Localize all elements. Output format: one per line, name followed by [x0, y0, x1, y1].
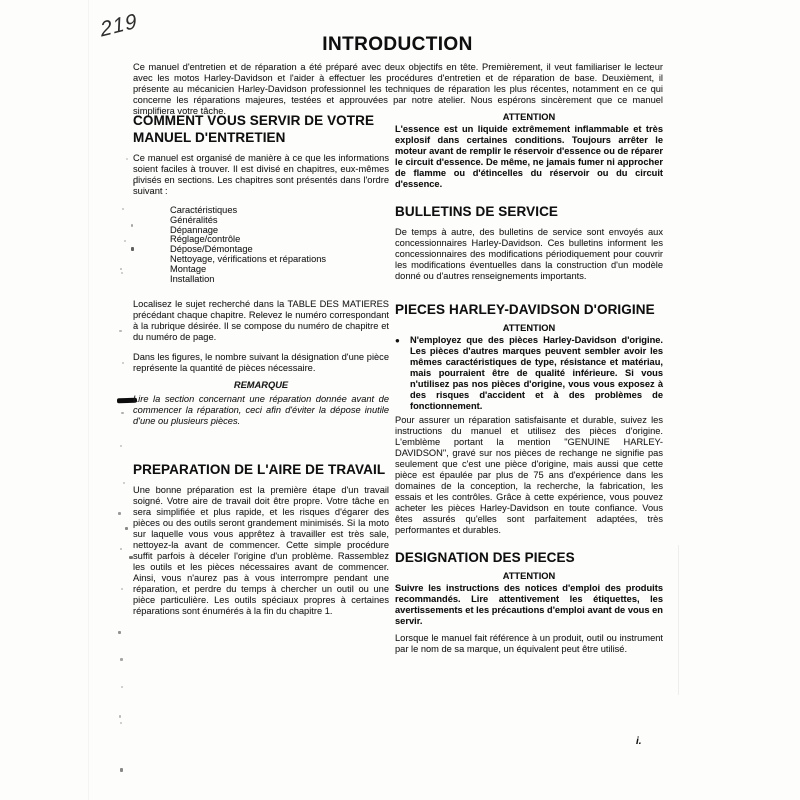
chapter-list-item: Caractéristiques: [170, 205, 238, 215]
bulletins-text: De temps à autre, des bulletins de service sont envoyés aux concessionnaires Harley-Davidson. Ces bulletins informent les concessionnaires des modifications périodiquement pour couvrir les modifications éventuelles dans la construction d'un modèle donné ou d'autres renseignements importants.: [395, 227, 663, 281]
usage-paragraph-1: Ce manuel est organisé de manière à ce que les informations soient faciles à trouver. Il est divisé en chapitres, eux-mêmes divisés en sections. Les chapitres sont présentés dans l'ordre suivant :: [133, 153, 389, 196]
spacer: [395, 291, 663, 301]
handwritten-number: 219: [98, 9, 140, 42]
scan-speck: [125, 527, 128, 530]
scan-speck: [121, 588, 123, 590]
scan-speck: [122, 208, 124, 210]
chapter-list-item: Montage: [170, 263, 207, 274]
scan-speck: [122, 362, 124, 364]
chapter-list-item: Installation: [170, 273, 215, 284]
usage-paragraph-2: Localisez le sujet recherché dans la TABLE DES MATIERES précédant chaque chapitre. Relevez le numéro correspondant à la rubrique désirée. Il se compose du numéro de chapitre et du numéro de page.: [133, 299, 389, 343]
chapter-list-item: Dépannage: [170, 224, 219, 235]
scan-speck: [120, 658, 123, 661]
note-text: Lire la section concernant une réparation donnée avant de commencer la réparation, ceci afin d'éviter la dépose inutile d'une ou plusieurs pièces.: [133, 394, 389, 427]
chapter-list: [170, 206, 389, 284]
scan-speck: [121, 412, 124, 414]
section-heading-genuine-parts: PIECES HARLEY-DAVIDSON D'ORIGINE: [395, 302, 655, 317]
chapter-list-item: Réglage/contrôle: [170, 234, 241, 245]
scan-speck: [120, 548, 122, 550]
scan-speck: [119, 330, 122, 332]
scan-speck: [118, 512, 121, 515]
warning-bullet-row: [395, 335, 663, 412]
chapter-list-item: Généralités: [170, 214, 218, 225]
page-number: i.: [636, 736, 642, 747]
warning-heading-fuel: ATTENTION: [502, 112, 556, 122]
right-column: [395, 112, 663, 664]
chapter-list-item: Nettoyage, vérifications et réparations: [170, 253, 327, 264]
scan-speck: [120, 445, 122, 447]
scan-speck: [121, 686, 123, 688]
genuine-parts-text: Pour assurer un réparation satisfaisante et durable, suivez les instructions du manuel et utilisez des pièces d'origine. L'emblème portant la mention "GENUINE HARLEY- DAVIDSON", gravé sur nos pièces de rechange ne signifie pas seulement que c'est une pièce d'origine, mais aussi que cette pièce est épaulée par plus de 75 ans d'expérience dans les domaines de la conception, la recherche, la fabrication, les essais et les contrôles. Grâce à cette expérience, vous pouvez acheter les pièces Harley-Davidson en toute confiance. Vous êtes assurés qu'elles sont parfaitement adaptées, très performantes et durables.: [395, 415, 663, 535]
scan-speck: [126, 158, 128, 160]
scan-speck: [120, 768, 123, 772]
section-heading-designation: DESIGNATION DES PIECES: [395, 550, 575, 565]
left-column: [133, 112, 389, 626]
section-heading-bulletins: BULLETINS DE SERVICE: [395, 204, 559, 219]
page-title: INTRODUCTION: [322, 34, 473, 55]
bullet-icon: ●: [395, 336, 400, 345]
scan-speck: [123, 482, 125, 484]
usage-paragraph-3: Dans les figures, le nombre suivant la désignation d'une pièce représente la quantité de pièces nécessaire.: [133, 352, 389, 374]
scan-speck: [120, 722, 122, 724]
warning-heading-designation: ATTENTION: [502, 571, 556, 581]
workspace-paragraph: Une bonne préparation est la première étape d'un travail soigné. Votre aire de travail doit être propre. Votre tâche en sera simplifiée et plus rapide, et les risques d'égarer des pièces ou des outils seront grandement minimisés. Si la moto sur laquelle vous vous apprêtez à travailler est très sale, nettoyez-la avant de commencer. Cette simple procédure suffit parfois à déceler l'origine d'un problème. Rassemblez les outils et les pièces nécessaires avant de commencer. Ainsi, vous n'aurez pas à vous interrompre pendant une réparation, et perdre du temps à chercher un outil ou une pièce particulière. Les outils spéciaux propres à certaines réparations sont énumérés à la fin du chapitre 1.: [133, 485, 389, 617]
scan-speck: [124, 240, 126, 242]
section-heading-usage: COMMENT VOUS SERVIR DE VOTRE MANUEL D'ENTRETIEN: [133, 113, 375, 145]
warning-text-fuel: L'essence est un liquide extrêmement inflammable et très explosif dans certaines conditions. Toujours arrêter le moteur avant de remplir le réservoir d'essence ou de réparer le circuit d'essence. De même, ne jamais fumer ni approcher de flamme ou d'étincelles du réservoir ou du circuit d'essence.: [395, 124, 663, 189]
warning-text-designation: Suivre les instructions des notices d'emploi des produits recommandés. Lire attentivement les étiquettes, les avertissements et les précautions d'emploi avant de vous en servir.: [395, 583, 663, 626]
designation-text: Lorsque le manuel fait référence à un produit, outil ou instrument par le nom de sa marque, un équivalent peut être utilisé.: [395, 633, 663, 654]
scan-speck: [121, 272, 123, 274]
note-heading: REMARQUE: [233, 380, 289, 391]
section-heading-workspace: PREPARATION DE L'AIRE DE TRAVAIL: [133, 462, 386, 478]
scan-speck: [118, 631, 121, 634]
paper-edge-line: [88, 0, 89, 800]
warning-text-parts: N'employez que des pièces Harley-Davidson d'origine. Les pièces d'autres marques peuvent sembler avoir les mêmes caractéristiques de type, résistance et matériau, mais pourraient être de qualité inférieure. Si vous n'utilisez pas nos pièces d'origine, vous vous exposez à des risques d'accident et à des problèmes de fonctionnement.: [410, 335, 663, 411]
chapter-list-item: Dépose/Démontage: [170, 244, 253, 255]
scan-vertical-line: [678, 545, 679, 695]
intro-paragraph: Ce manuel d'entretien et de réparation a été préparé avec deux objectifs en tête. Premièrement, il veut familiariser le lecteur avec les motos Harley-Davidson et l'aider à effectuer les procédures d'entretien et de réparation de base. Deuxièment, il présente au mécanicien Harley-Davidson professionnel les techniques de réparation les plus récentes, notamment en ce qui concerne les réparations majeures, testées et approuvées par notre atelier. Nous espérons sincèrement que ce manuel simplifiera votre tâche.: [133, 62, 663, 116]
scan-speck: [120, 268, 122, 270]
warning-heading-parts: ATTENTION: [502, 323, 556, 333]
scan-speck: [119, 715, 121, 718]
